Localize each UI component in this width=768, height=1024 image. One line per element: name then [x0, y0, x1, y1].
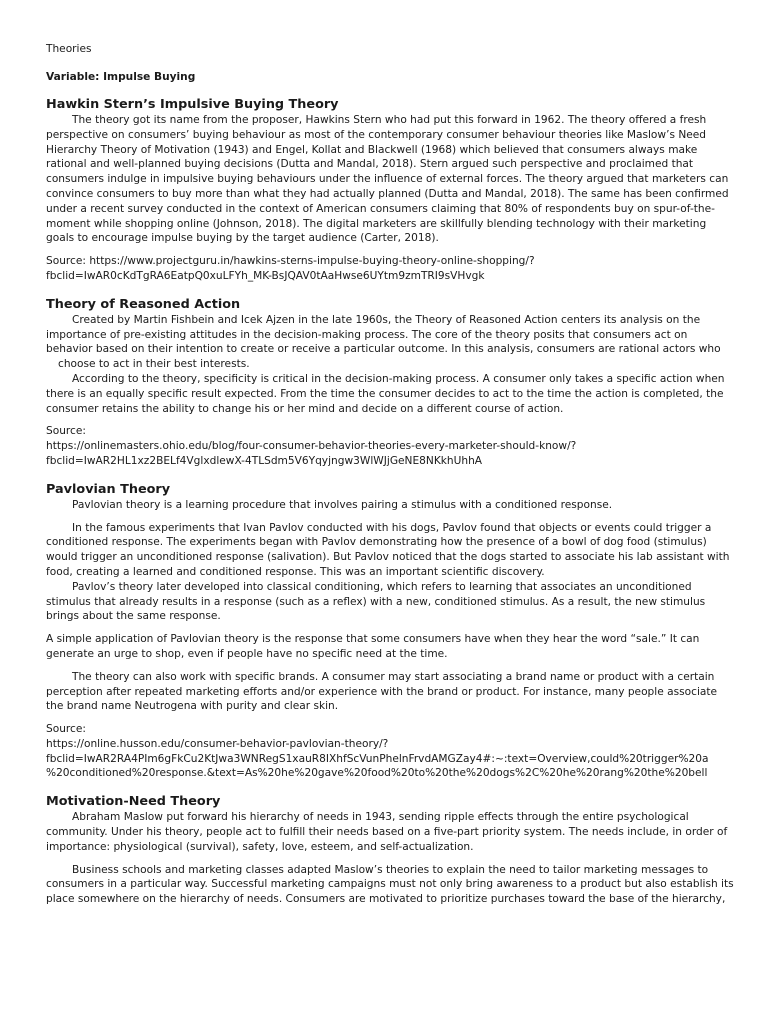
- text-line: perception after repeated marketing efforts and/or experience with the brand or product. For instance, many people associate: [46, 685, 718, 698]
- paragraph-pavlovian-5: [46, 670, 722, 714]
- source-line: fbclid=IwAR0cKdTgRA6EatpQ0xuLFYh_MK-BsJQAV0tAaHwse6UYtm9zmTRI9sVHvgk: [46, 269, 485, 282]
- text-line: place somewhere on the hierarchy of needs. Consumers are motivated to prioritize purchases toward the base of the hierarchy,: [46, 893, 726, 906]
- text-line: Business schools and marketing classes adapted Maslow’s theories to explain the need to tailor marketing messages to: [72, 863, 709, 876]
- section-heading-hawkin: Hawkin Stern’s Impulsive Buying Theory: [46, 97, 339, 112]
- text-line: convince consumers to buy more than what they had actually planned (Dutta and Mandal, 2018). The same has been confirmed: [46, 187, 729, 200]
- text-line: Abraham Maslow put forward his hierarchy of needs in 1943, sending ripple effects through the entire psychological: [72, 811, 689, 824]
- source-line: Source: https://www.projectguru.in/hawkins-sterns-impulse-buying-theory-online-shopping/?: [46, 255, 535, 268]
- source-line: Source:: [46, 425, 86, 438]
- text-line: moment while shopping online (Johnson, 2018). The digital marketers are skillfully blending technology with their marketing: [46, 217, 707, 230]
- text-line: the brand name Neutrogena with purity and clear skin.: [46, 700, 339, 713]
- text-line: food, creating a learned and conditioned response. This was an important scientific discovery.: [46, 565, 545, 578]
- text-line: conditioned response. The experiments began with Pavlov demonstrating how the presence of a bowl of dog food (stimulus): [46, 536, 707, 549]
- text-line: According to the theory, specificity is critical in the decision-making process. A consumer only takes a specific action when: [72, 372, 725, 385]
- paragraph-pavlovian-3: [46, 580, 722, 624]
- text-line: rational and well-planned buying decisions (Dutta and Mandal, 2018). Stern argued such perspective and proclaimed that: [46, 158, 694, 171]
- text-line: goals to encourage impulse buying by the target audience (Carter, 2018).: [46, 232, 439, 245]
- source-line: https://online.husson.edu/consumer-behavior-pavlovian-theory/?: [46, 737, 389, 750]
- text-line: consumer retains the ability to change his or her mind and decide on a different course of action.: [46, 402, 564, 415]
- text-line: The theory can also work with specific brands. A consumer may start associating a brand name or product with a certain: [72, 670, 715, 683]
- source-pavlovian: [46, 722, 722, 781]
- paragraph-motivation-1: [46, 810, 728, 854]
- text-line: A simple application of Pavlovian theory is the response that some consumers have when they hear the word “sale.” It can: [46, 633, 700, 646]
- source-line: fbclid=IwAR2HL1xz2BELf4VglxdlewX-4TLSdm5V6Yqyjngw3WlWJjGeNE8NKkhUhhA: [46, 454, 483, 467]
- text-line: perspective on consumers’ buying behaviour as most of the contemporary consumer behaviour theories like Maslow’s Need: [46, 128, 707, 141]
- variable-label: Variable: Impulse Buying: [46, 71, 196, 83]
- paragraph-hawkin: [46, 113, 729, 246]
- source-line: %20conditioned%20response.&text=As%20he%20gave%20food%20to%20the%20dogs%2C%20he%20rang%20the%20bell: [46, 767, 708, 780]
- source-reasoned: [46, 424, 722, 468]
- text-line: brings about the same response.: [46, 610, 221, 623]
- text-line: consumers indulge in impulsive buying behaviours under the influence of external forces. The theory argued that marketers can: [46, 173, 729, 186]
- text-line: community. Under his theory, people act to fulfill their needs based on a five-part priority system. The needs include, in order of: [46, 826, 728, 839]
- text-line: under a recent survey conducted in the context of American consumers claiming that 80% of respondents buy on spur-of-the-: [46, 202, 715, 215]
- paragraph-pavlovian-1: [46, 498, 722, 513]
- text-line: consumers in a particular way. Successful marketing campaigns must not only bring awareness to a product but also establish its: [46, 878, 734, 891]
- text-line: Hierarchy Theory of Motivation (1943) and Engel, Kollat and Blackwell (1968) which believed that consumers always make: [46, 143, 698, 156]
- text-line: importance of pre-existing attitudes in the decision-making process. The core of the theory posits that consumers act on: [46, 328, 688, 341]
- paragraph-reasoned-1: [46, 313, 722, 372]
- text-line: there is an equally specific result expected. From the time the consumer decides to act to the time the action is completed, the: [46, 387, 724, 400]
- section-heading-reasoned: Theory of Reasoned Action: [46, 296, 241, 312]
- paragraph-pavlovian-2: [46, 521, 730, 580]
- text-line: generate an urge to shop, even if people have no specific need at the time.: [46, 647, 448, 660]
- text-line: behavior based on their intention to create or receive a particular outcome. In this analysis, consumers are rational actors who: [46, 343, 721, 356]
- section-heading-motivation: Motivation-Need Theory: [46, 794, 221, 810]
- text-line: Pavlov’s theory later developed into classical conditioning, which refers to learning that associates an unconditioned: [72, 580, 692, 593]
- text-line: In the famous experiments that Ivan Pavlov conducted with his dogs, Pavlov found that objects or events could trigger a: [72, 521, 712, 534]
- text-line: importance: physiological (survival), safety, love, esteem, and self-actualization.: [46, 840, 474, 853]
- text-line: Pavlovian theory is a learning procedure that involves pairing a stimulus with a conditioned response.: [72, 498, 613, 511]
- source-line: https://onlinemasters.ohio.edu/blog/four-consumer-behavior-theories-every-marketer-should-know/?: [46, 440, 577, 453]
- text-line: Created by Martin Fishbein and Icek Ajzen in the late 1960s, the Theory of Reasoned Action centers its analysis on the: [72, 313, 701, 326]
- paragraph-pavlovian-4: [46, 632, 722, 662]
- text-line: The theory got its name from the proposer, Hawkins Stern who had put this forward in 1962. The theory offered a fresh: [72, 114, 707, 126]
- text-line: stimulus that already results in a response (such as a reflex) with a new, conditioned stimulus. As a result, the new stimulus: [46, 595, 706, 608]
- source-line: fbclid=IwAR2RA4PIm6gFkCu2KtJwa3WNRegS1xauR8IXhfScVunPhelnFrvdAMGZay4#:~:text=Overview,could%20trigger%20a: [46, 752, 709, 765]
- section-heading-pavlovian: Pavlovian Theory: [46, 481, 171, 497]
- source-line: Source:: [46, 723, 86, 736]
- paragraph-motivation-2: [46, 863, 734, 907]
- doc-title: Theories: [46, 43, 92, 55]
- text-line: choose to act in their best interests.: [58, 358, 250, 371]
- paragraph-reasoned-2: [46, 372, 725, 416]
- text-line: would trigger an unconditioned response (salivation). But Pavlov noticed that the dogs started to associate his lab assistant with: [46, 551, 730, 564]
- source-hawkin: [46, 254, 722, 284]
